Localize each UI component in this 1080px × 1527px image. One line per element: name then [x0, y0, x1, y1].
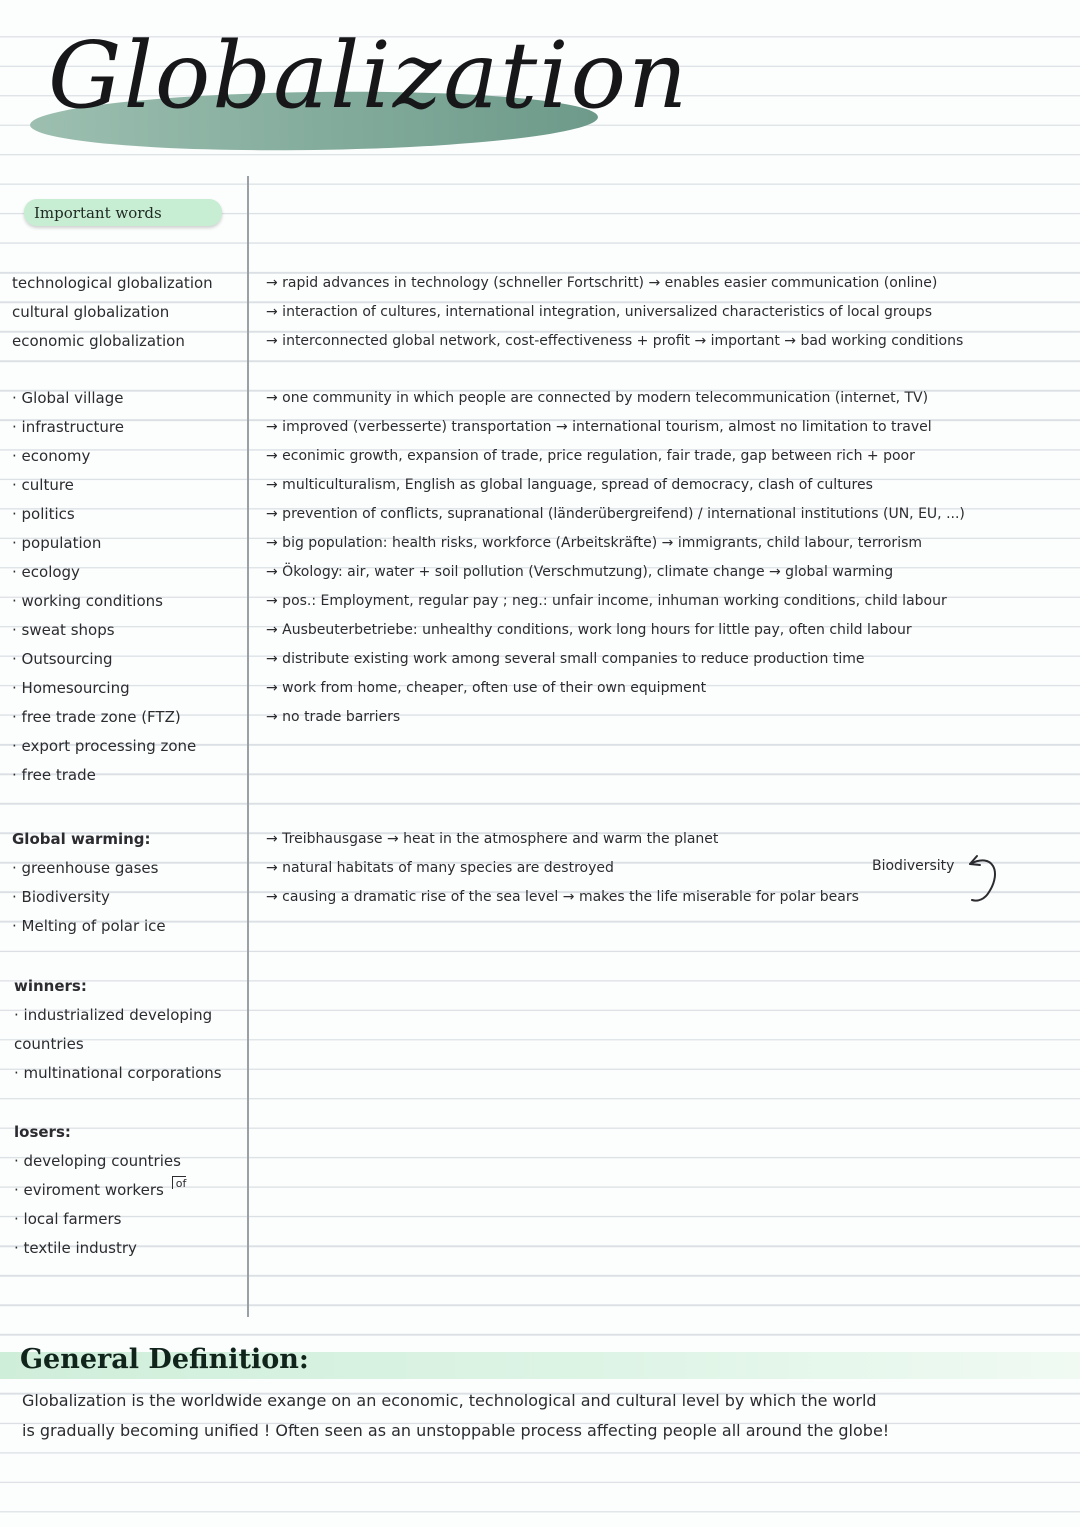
list-item-label: · local farmers — [14, 1209, 122, 1228]
vocab-definition: → big population: health risks, workforce (Arbeitskräfte) → immigrants, child labour, terrorism — [266, 534, 923, 551]
vocab-row — [0, 383, 1080, 412]
vocab-definition: → econimic growth, expansion of trade, price regulation, fair trade, gap between rich + poor — [266, 447, 915, 464]
vocab-definition: → rapid advances in technology (schneller Fortschritt) → enables easier communication (online) — [266, 274, 938, 291]
section-heading — [0, 1117, 1080, 1146]
vocab-row — [0, 557, 1080, 586]
list-item — [0, 1058, 1080, 1087]
list-item — [0, 1204, 1080, 1233]
vocab-term: · export processing zone — [12, 736, 197, 755]
vocab-term: · free trade — [12, 765, 96, 784]
list-item-label: · developing countries — [14, 1151, 181, 1170]
vocab-term: · infrastructure — [12, 417, 124, 436]
vocab-term: · Global village — [12, 388, 124, 407]
vocab-term: · culture — [12, 475, 74, 494]
vocab-term: · ecology — [12, 562, 80, 581]
vocab-definition: → causing a dramatic rise of the sea level → makes the life miserable for polar bears — [266, 888, 859, 905]
list-item — [0, 1233, 1080, 1262]
vocab-row — [0, 615, 1080, 644]
vocab-row — [0, 528, 1080, 557]
vocab-row — [0, 644, 1080, 673]
list-item — [0, 1175, 1080, 1204]
vocab-term: · Outsourcing — [12, 649, 113, 668]
page-title: Globalization — [48, 22, 690, 129]
vocab-term: · working conditions — [12, 591, 163, 610]
losers-group — [0, 1117, 1080, 1262]
vocab-term: cultural globalization — [12, 302, 170, 321]
vocab-row — [0, 760, 1080, 789]
general-definition-line2: is gradually becoming unified ! Often seen as an unstoppable process affecting people all around the globe! — [22, 1420, 890, 1440]
vocab-definition: → pos.: Employment, regular pay ; neg.: unfair income, inhuman working conditions, child labour — [266, 592, 947, 609]
vocab-term: · Homesourcing — [12, 678, 130, 697]
vocab-row — [0, 297, 1080, 326]
section-heading: Global warming: — [12, 829, 151, 848]
section-heading-text: winners: — [14, 976, 87, 995]
vocab-group-main — [0, 383, 1080, 789]
vocab-group-top — [0, 268, 1080, 355]
list-item-label: · multinational corporations — [14, 1063, 222, 1082]
vocab-definition: → no trade barriers — [266, 708, 401, 725]
vocab-row — [0, 673, 1080, 702]
vocab-row — [0, 412, 1080, 441]
list-item — [0, 1029, 1080, 1058]
vocab-definition: → one community in which people are connected by modern telecommunication (internet, TV) — [266, 389, 929, 406]
vocab-row — [0, 470, 1080, 499]
list-item — [0, 1146, 1080, 1175]
vocab-definition: → Treibhausgase → heat in the atmosphere and warm the planet — [266, 830, 719, 847]
biodiversity-annotation: Biodiversity — [872, 858, 955, 874]
list-item — [0, 1000, 1080, 1029]
vocab-definition: → natural habitats of many species are destroyed — [266, 859, 614, 876]
vocab-row — [0, 268, 1080, 297]
list-item-label: · eviroment workers — [14, 1180, 164, 1199]
vocab-row — [0, 882, 1080, 911]
list-item-label: · textile industry — [14, 1238, 137, 1257]
vocab-definition: → prevention of conflicts, supranational (länderübergreifend) / international institutions (UN, EU, ...) — [266, 505, 965, 522]
vocab-row — [0, 911, 1080, 940]
important-words-text: Important words — [34, 203, 162, 222]
vocab-term: · greenhouse gases — [12, 858, 159, 877]
vocab-definition: → interconnected global network, cost-effectiveness + profit → important → bad working conditions — [266, 332, 964, 349]
general-definition-line1: Globalization is the worldwide exange on an economic, technological and cultural level by which the world — [22, 1391, 877, 1410]
list-item-label: countries — [14, 1034, 84, 1053]
vocab-term: economic globalization — [12, 331, 185, 350]
workers-of-note: of — [172, 1176, 187, 1189]
general-definition-heading: General Definition: — [20, 1344, 309, 1375]
vocab-row — [0, 731, 1080, 760]
winners-group — [0, 971, 1080, 1087]
vocab-term: · population — [12, 533, 102, 552]
section-heading-text: losers: — [14, 1122, 71, 1141]
vocab-term: · free trade zone (FTZ) — [12, 707, 181, 726]
vocab-definition: → Ökology: air, water + soil pollution (Verschmutzung), climate change → global warming — [266, 563, 894, 580]
vocab-definition: → interaction of cultures, international integration, universalized characteristics of local groups — [266, 303, 932, 320]
vocab-row — [0, 824, 1080, 853]
list-item-label: · industrialized developing — [14, 1005, 213, 1024]
vocab-term: technological globalization — [12, 273, 213, 292]
vocab-definition: → improved (verbesserte) transportation → international tourism, almost no limitation to travel — [266, 418, 932, 435]
vocab-definition: → work from home, cheaper, often use of their own equipment — [266, 679, 707, 696]
important-words-label — [24, 199, 222, 226]
general-definition-text — [22, 1386, 1032, 1445]
vocab-term: · sweat shops — [12, 620, 115, 639]
vocab-term: · Melting of polar ice — [12, 916, 166, 935]
vocab-row — [0, 702, 1080, 731]
vocab-row — [0, 586, 1080, 615]
vocab-row — [0, 499, 1080, 528]
vocab-term: · Biodiversity — [12, 887, 110, 906]
vocab-definition: → distribute existing work among several small companies to reduce production time — [266, 650, 865, 667]
vocab-term: · politics — [12, 504, 75, 523]
vocab-definition: → Ausbeuterbetriebe: unhealthy conditions, work long hours for little pay, often child labour — [266, 621, 912, 638]
curly-arrow-icon — [963, 850, 1005, 908]
vocab-definition: → multiculturalism, English as global language, spread of democracy, clash of cultures — [266, 476, 873, 493]
global-warming-group — [0, 824, 1080, 940]
vocab-row — [0, 441, 1080, 470]
vocab-term: · economy — [12, 446, 91, 465]
section-heading — [0, 971, 1080, 1000]
vocab-row — [0, 326, 1080, 355]
